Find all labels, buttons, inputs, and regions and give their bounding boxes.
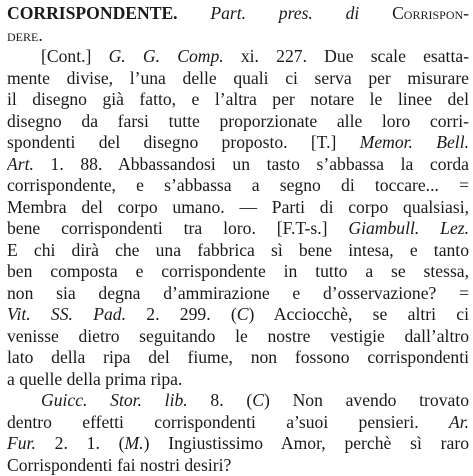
entry-line: [7, 455, 469, 476]
text-run: corrispondente, e s’abbassa a segno di toccare... =: [7, 175, 469, 195]
text-run: 1. 88. Abbassandosi un tasto s’abbassa la corda: [34, 154, 469, 174]
text-run: ben composta e corrispondente in tutto a se stessa,: [7, 261, 469, 281]
text-run: E chi dirà che una fabbrica sì bene intesa, e tanto: [7, 240, 469, 260]
entry-line: [7, 283, 469, 305]
text-run: 2. 299. (: [126, 304, 237, 324]
text-run: Part. pres.: [210, 3, 312, 23]
text-run: C: [237, 304, 249, 324]
text-run: [Cont.]: [41, 46, 109, 66]
entry-line: [7, 46, 469, 68]
text-run: disegno da farsi tutte proporzionate alle loro corri-: [7, 111, 469, 131]
entry-line: [7, 369, 469, 391]
text-run: CORRISPONDENTE.: [7, 3, 178, 23]
entry-line: [7, 3, 469, 25]
entry-line: [7, 240, 469, 262]
entry-line: [7, 218, 469, 240]
entry-line: [7, 261, 469, 283]
dictionary-entry: [7, 3, 469, 476]
text-run: C: [252, 390, 264, 410]
text-run: ) Non avendo trovato: [264, 390, 469, 410]
text-run: 2. 1. (: [36, 433, 125, 453]
text-run: [359, 3, 392, 23]
text-run: [313, 3, 346, 23]
entry-line: [7, 25, 469, 47]
text-run: di: [346, 3, 360, 23]
entry-line: [7, 433, 469, 455]
text-run: a quelle della prima ripa.: [7, 369, 182, 389]
entry-line: [7, 347, 469, 369]
text-run: Fur.: [7, 433, 36, 453]
text-run: G. G. Comp.: [109, 46, 224, 66]
entry-line: [7, 304, 469, 326]
text-run: M.: [125, 433, 144, 453]
text-run: lato della ripa del fiume, non fossono corrispondenti: [7, 347, 469, 367]
text-run: spondenti del disegno proposto. [T.]: [7, 132, 360, 152]
text-run: [178, 3, 211, 23]
text-run: venisse dietro seguitando le nostre vestigie dall’altro: [7, 326, 469, 346]
text-run: Corrispondenti fai nostri desiri?: [7, 455, 231, 475]
entry-line: [7, 390, 469, 412]
text-run: Memor. Bell.: [360, 132, 469, 152]
entry-line: [7, 132, 469, 154]
entry-line: [7, 111, 469, 133]
text-run: ) Acciocchè, se altri ci: [249, 304, 469, 324]
text-run: Corrispon-: [392, 3, 469, 23]
text-run: Membra del corpo umano. — Parti di corpo qualsiasi,: [7, 197, 469, 217]
text-run: Art.: [7, 154, 34, 174]
text-run: non sia degna d’ammirazione e d’osservazione? =: [7, 283, 469, 303]
text-run: Ar.: [449, 412, 469, 432]
text-run: Giambull. Lez.: [348, 218, 469, 238]
text-run: mente divise, l’una delle quali ci serva per misurare: [7, 68, 469, 88]
text-run: xi. 227. Due scale esatta-: [224, 46, 469, 66]
entry-line: [7, 68, 469, 90]
text-run: Vit. SS. Pad.: [7, 304, 126, 324]
text-run: Guicc. Stor. lib.: [41, 390, 188, 410]
entry-line: [7, 175, 469, 197]
entry-line: [7, 154, 469, 176]
text-run: dere.: [7, 25, 43, 45]
text-run: dentro effetti corrispondenti a’suoi pensieri.: [7, 412, 449, 432]
entry-line: [7, 412, 469, 434]
entry-line: [7, 326, 469, 348]
text-run: ) Ingiustissimo Amor, perchè sì raro: [144, 433, 469, 453]
text-run: bene corrispondenti tra loro. [F.T-s.]: [7, 218, 348, 238]
text-run: 8. (: [188, 390, 253, 410]
entry-line: [7, 89, 469, 111]
entry-line: [7, 197, 469, 219]
text-run: il disegno già fatto, e l’altra per notare le linee del: [7, 89, 469, 109]
